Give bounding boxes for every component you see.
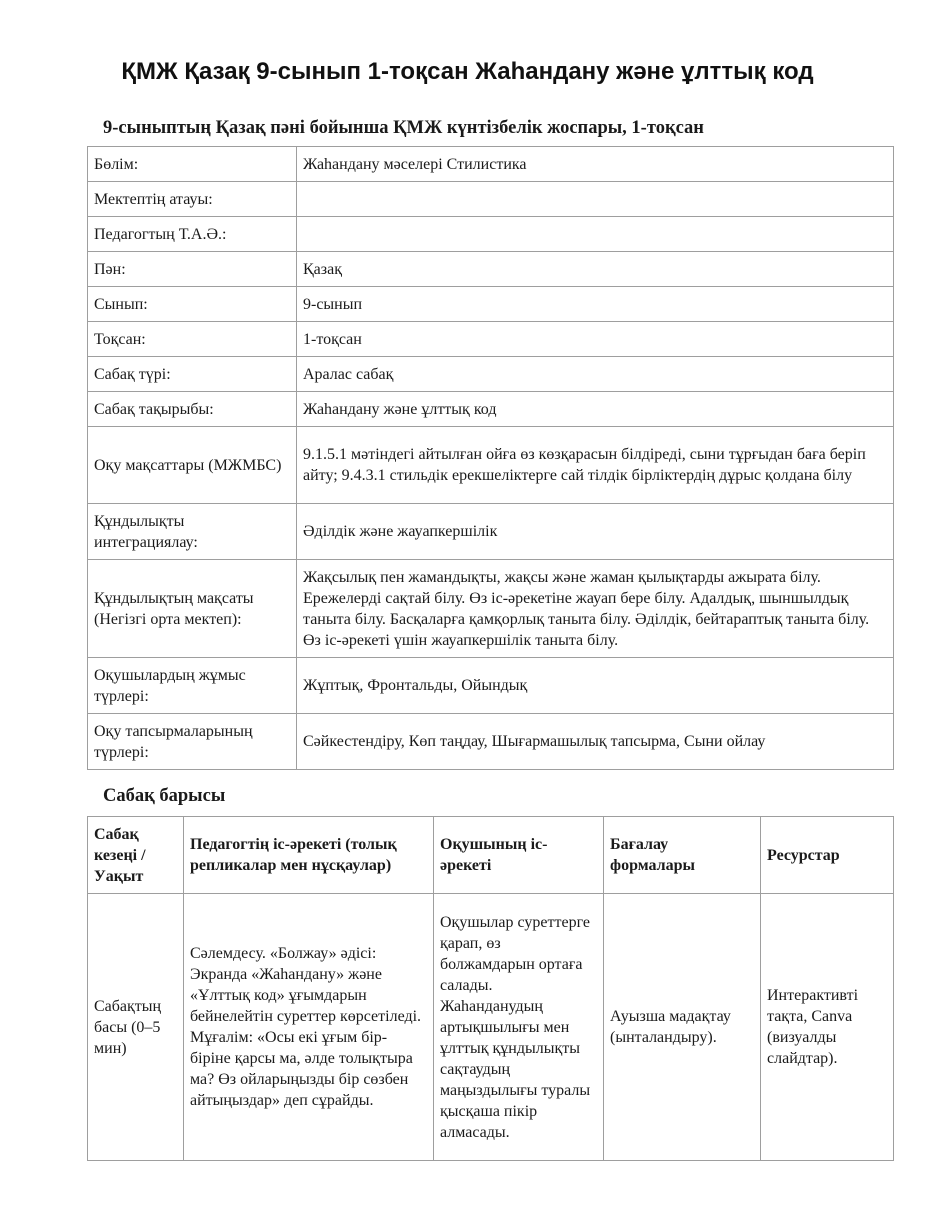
lesson-info-table xyxy=(87,146,894,770)
info-label: Сабақ түрі: xyxy=(88,357,297,392)
table-header-row xyxy=(88,817,894,894)
info-value: Жақсылық пен жамандықты, жақсы және жаман қылықтарды ажырата білу. Ережелерді сақтай білу. Өз іс-әрекетіне жауап бере білу. Адалдық, шыншылдық таныта білу. Басқаларға қамқорлық таныта білу. Әділдік, бейтараптық таныта білу. Өз іс-әрекеті үшін жауапкершілік таныта білу. xyxy=(297,560,894,658)
info-row-quarter xyxy=(88,322,894,357)
info-value: Аралас сабақ xyxy=(297,357,894,392)
info-row-task-types xyxy=(88,714,894,770)
student-activity-cell: Оқушылар суреттерге қарап, өз болжамдарын ортаға салады. Жаһанданудың артықшылығы мен ұлттық құндылықты сақтаудың маңыздылығы туралы қысқаша пікір алмасады. xyxy=(434,894,604,1161)
page-title: ҚМЖ Қазақ 9-сынып 1-тоқсан Жаһандану және ұлттық код xyxy=(121,58,814,85)
info-row-value-goal xyxy=(88,560,894,658)
column-header-stage: Сабақ кезеңі / Уақыт xyxy=(88,817,184,894)
info-label: Пән: xyxy=(88,252,297,287)
document-subtitle: 9-сыныптың Қазақ пәні бойынша ҚМЖ күнтізбелік жоспары, 1-тоқсан xyxy=(103,118,704,138)
lesson-progress-table xyxy=(87,816,894,1161)
lesson-stage-cell: Сабақтың басы (0–5 мин) xyxy=(88,894,184,1161)
info-row-section xyxy=(88,147,894,182)
info-row-learning-objectives xyxy=(88,427,894,504)
info-label: Оқушылардың жұмыс түрлері: xyxy=(88,658,297,714)
info-value: Қазақ xyxy=(297,252,894,287)
info-row-lesson-type xyxy=(88,357,894,392)
column-header-teacher-activity: Педагогтің іс-әрекеті (толық репликалар мен нұсқаулар) xyxy=(184,817,434,894)
info-value: 1-тоқсан xyxy=(297,322,894,357)
info-value: Жаһандану мәселері Стилистика xyxy=(297,147,894,182)
assessment-cell: Ауызша мадақтау (ынталандыру). xyxy=(604,894,761,1161)
info-row-school xyxy=(88,182,894,217)
info-label: Педагогтың Т.А.Ә.: xyxy=(88,217,297,252)
info-label: Оқу тапсырмаларының түрлері: xyxy=(88,714,297,770)
info-label: Тоқсан: xyxy=(88,322,297,357)
info-row-teacher xyxy=(88,217,894,252)
info-value xyxy=(297,217,894,252)
info-label: Бөлім: xyxy=(88,147,297,182)
section-heading: Сабақ барысы xyxy=(103,786,226,806)
resources-cell: Интерактивті тақта, Canva (визуалды слайдтар). xyxy=(761,894,894,1161)
info-value: Жаһандану және ұлттық код xyxy=(297,392,894,427)
info-label: Оқу мақсаттары (МЖМБС) xyxy=(88,427,297,504)
info-label: Сынып: xyxy=(88,287,297,322)
info-row-work-types xyxy=(88,658,894,714)
info-row-grade xyxy=(88,287,894,322)
info-row-value-integration xyxy=(88,504,894,560)
info-value: Жұптық, Фронтальды, Ойындық xyxy=(297,658,894,714)
info-value xyxy=(297,182,894,217)
info-value: Сәйкестендіру, Көп таңдау, Шығармашылық тапсырма, Сыни ойлау xyxy=(297,714,894,770)
table-row xyxy=(88,894,894,1161)
info-label: Сабақ тақырыбы: xyxy=(88,392,297,427)
info-label: Құндылықтың мақсаты (Негізгі орта мектеп): xyxy=(88,560,297,658)
column-header-assessment: Бағалау формалары xyxy=(604,817,761,894)
info-row-lesson-topic xyxy=(88,392,894,427)
info-value: 9-сынып xyxy=(297,287,894,322)
info-label: Мектептің атауы: xyxy=(88,182,297,217)
info-value: Әділдік және жауапкершілік xyxy=(297,504,894,560)
info-value: 9.1.5.1 мәтіндегі айтылған ойға өз көзқарасын білдіреді, сыни тұрғыдан баға беріп айту; 9.4.3.1 стильдік ерекшеліктерге сай тілдік бірліктердің дұрыс қолдана білу xyxy=(297,427,894,504)
teacher-activity-cell: Сәлемдесу. «Болжау» әдісі: Экранда «Жаһандану» және «Ұлттық код» ұғымдарын бейнелейтін суреттер көрсетіледі. Мұғалім: «Осы екі ұғым бір-біріне қарсы ма, әлде толықтыра ма? Өз ойларыңызды бір сөзбен айтыңыздар» деп сұрайды. xyxy=(184,894,434,1161)
column-header-student-activity: Оқушының іс-әрекеті xyxy=(434,817,604,894)
info-label: Құндылықты интеграциялау: xyxy=(88,504,297,560)
info-row-subject xyxy=(88,252,894,287)
column-header-resources: Ресурстар xyxy=(761,817,894,894)
